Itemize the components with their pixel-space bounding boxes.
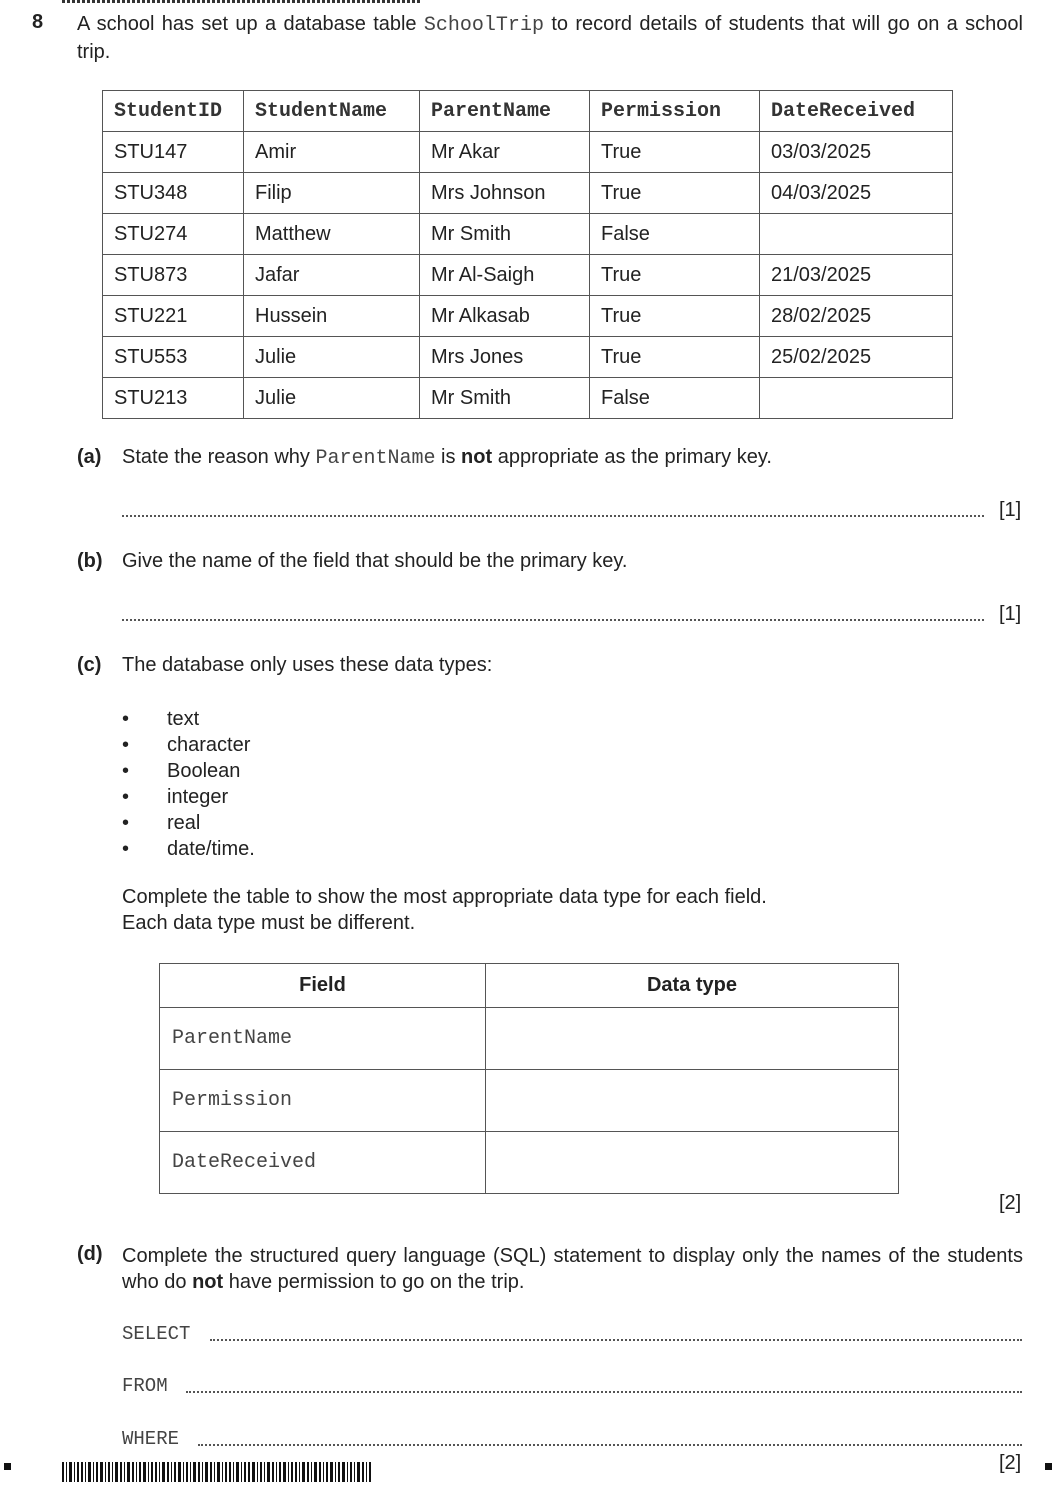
part-b-question: Give the name of the field that should be the primary key. [122, 550, 628, 572]
part-a-question: State the reason why ParentName is not appropriate as the primary key. [122, 446, 772, 470]
table-row [103, 378, 953, 419]
table-cell: STU873 [103, 255, 244, 296]
table-cell: Jafar [244, 255, 420, 296]
sql-from-keyword: FROM [122, 1375, 168, 1397]
table-row [103, 173, 953, 214]
table-cell: STU147 [103, 132, 244, 173]
header-barcode-strip [62, 0, 422, 3]
header-cell: Permission [590, 91, 760, 132]
part-a-label: (a) [77, 446, 102, 468]
field-cell: Permission [160, 1070, 486, 1132]
table-cell: Mr Al-Saigh [420, 255, 590, 296]
table-cell: STU348 [103, 173, 244, 214]
header-cell: StudentID [103, 91, 244, 132]
answer-line-b[interactable] [122, 619, 984, 621]
table-cell: Mr Alkasab [420, 296, 590, 337]
answer-line-a[interactable] [122, 515, 984, 517]
table-cell: Matthew [244, 214, 420, 255]
answer-line-from[interactable] [186, 1391, 1022, 1393]
registration-mark-right [1045, 1463, 1052, 1470]
table-cell: True [590, 132, 760, 173]
bullet-icon: • [122, 760, 130, 782]
bullet-icon: • [122, 838, 130, 860]
table-row [103, 214, 953, 255]
header-cell: Data type [486, 964, 899, 1008]
table-cell: Mr Akar [420, 132, 590, 173]
table-cell: Mrs Jones [420, 337, 590, 378]
table-cell: Mr Smith [420, 214, 590, 255]
question-intro: A school has set up a database table SchoolTrip to record details of students that will go on a school trip. [77, 13, 1023, 63]
list-item: • text [122, 708, 200, 730]
list-item: • real [122, 812, 201, 834]
parentname-code: ParentName [315, 447, 436, 470]
list-item: • character [122, 734, 251, 756]
table-cell: Filip [244, 173, 420, 214]
data-type-answer-cell[interactable] [486, 1132, 899, 1194]
table-cell: Mrs Johnson [420, 173, 590, 214]
table-cell [760, 378, 953, 419]
header-cell: ParentName [420, 91, 590, 132]
table-row [103, 296, 953, 337]
table-cell: True [590, 173, 760, 214]
part-c-instructions: Complete the table to show the most appropriate data type for each field. Each data type must be different. [122, 886, 767, 934]
table-cell: 04/03/2025 [760, 173, 953, 214]
table-header-row [103, 91, 953, 132]
table-cell: True [590, 337, 760, 378]
answer-line-where[interactable] [198, 1444, 1022, 1446]
data-type-list [122, 706, 255, 862]
table-cell: Julie [244, 337, 420, 378]
table-cell: STU553 [103, 337, 244, 378]
field-cell: DateReceived [160, 1132, 486, 1194]
table-row [160, 1132, 899, 1194]
bullet-icon: • [122, 734, 130, 756]
school-trip-table [102, 90, 953, 419]
table-cell: STU213 [103, 378, 244, 419]
field-cell: ParentName [160, 1008, 486, 1070]
table-cell: Julie [244, 378, 420, 419]
table-row [103, 132, 953, 173]
table-cell: True [590, 255, 760, 296]
list-item: • Boolean [122, 760, 241, 782]
table-row [160, 1008, 899, 1070]
table-cell: Amir [244, 132, 420, 173]
header-cell: DateReceived [760, 91, 953, 132]
table-name-code: SchoolTrip [423, 14, 544, 37]
question-number: 8 [32, 11, 44, 33]
header-cell: Field [160, 964, 486, 1008]
table-cell: False [590, 378, 760, 419]
table-cell: True [590, 296, 760, 337]
table-cell: False [590, 214, 760, 255]
sql-where-keyword: WHERE [122, 1428, 180, 1450]
bullet-icon: • [122, 812, 130, 834]
list-item: • date/time. [122, 838, 255, 860]
table-cell: STU274 [103, 214, 244, 255]
header-cell: StudentName [244, 91, 420, 132]
table-cell: STU221 [103, 296, 244, 337]
answer-line-select[interactable] [210, 1339, 1022, 1341]
part-d-label: (d) [77, 1243, 103, 1265]
table-row [103, 337, 953, 378]
table-cell: Hussein [244, 296, 420, 337]
registration-mark-left [4, 1463, 11, 1470]
bullet-icon: • [122, 786, 130, 808]
barcode-icon [62, 1462, 373, 1482]
table-cell: 25/02/2025 [760, 337, 953, 378]
table-cell [760, 214, 953, 255]
table-row [160, 1070, 899, 1132]
data-type-answer-cell[interactable] [486, 1008, 899, 1070]
table-cell: 28/02/2025 [760, 296, 953, 337]
part-d-question: Complete the structured query language (SQL) statement to display only the names of the students who do not have permission to go on the trip. [122, 1245, 1023, 1293]
marks-c: [2] [999, 1192, 1022, 1214]
list-item: • integer [122, 786, 229, 808]
sql-select-keyword: SELECT [122, 1323, 191, 1345]
marks-a: [1] [999, 499, 1022, 521]
bullet-icon: • [122, 708, 130, 730]
table-cell: 21/03/2025 [760, 255, 953, 296]
part-c-question: The database only uses these data types: [122, 654, 493, 676]
data-type-answer-cell[interactable] [486, 1070, 899, 1132]
marks-d: [2] [999, 1452, 1022, 1474]
part-c-label: (c) [77, 654, 102, 676]
table-cell: Mr Smith [420, 378, 590, 419]
data-type-table [159, 963, 899, 1194]
part-b-label: (b) [77, 550, 103, 572]
table-header-row [160, 964, 899, 1008]
marks-b: [1] [999, 603, 1022, 625]
table-row [103, 255, 953, 296]
table-cell: 03/03/2025 [760, 132, 953, 173]
